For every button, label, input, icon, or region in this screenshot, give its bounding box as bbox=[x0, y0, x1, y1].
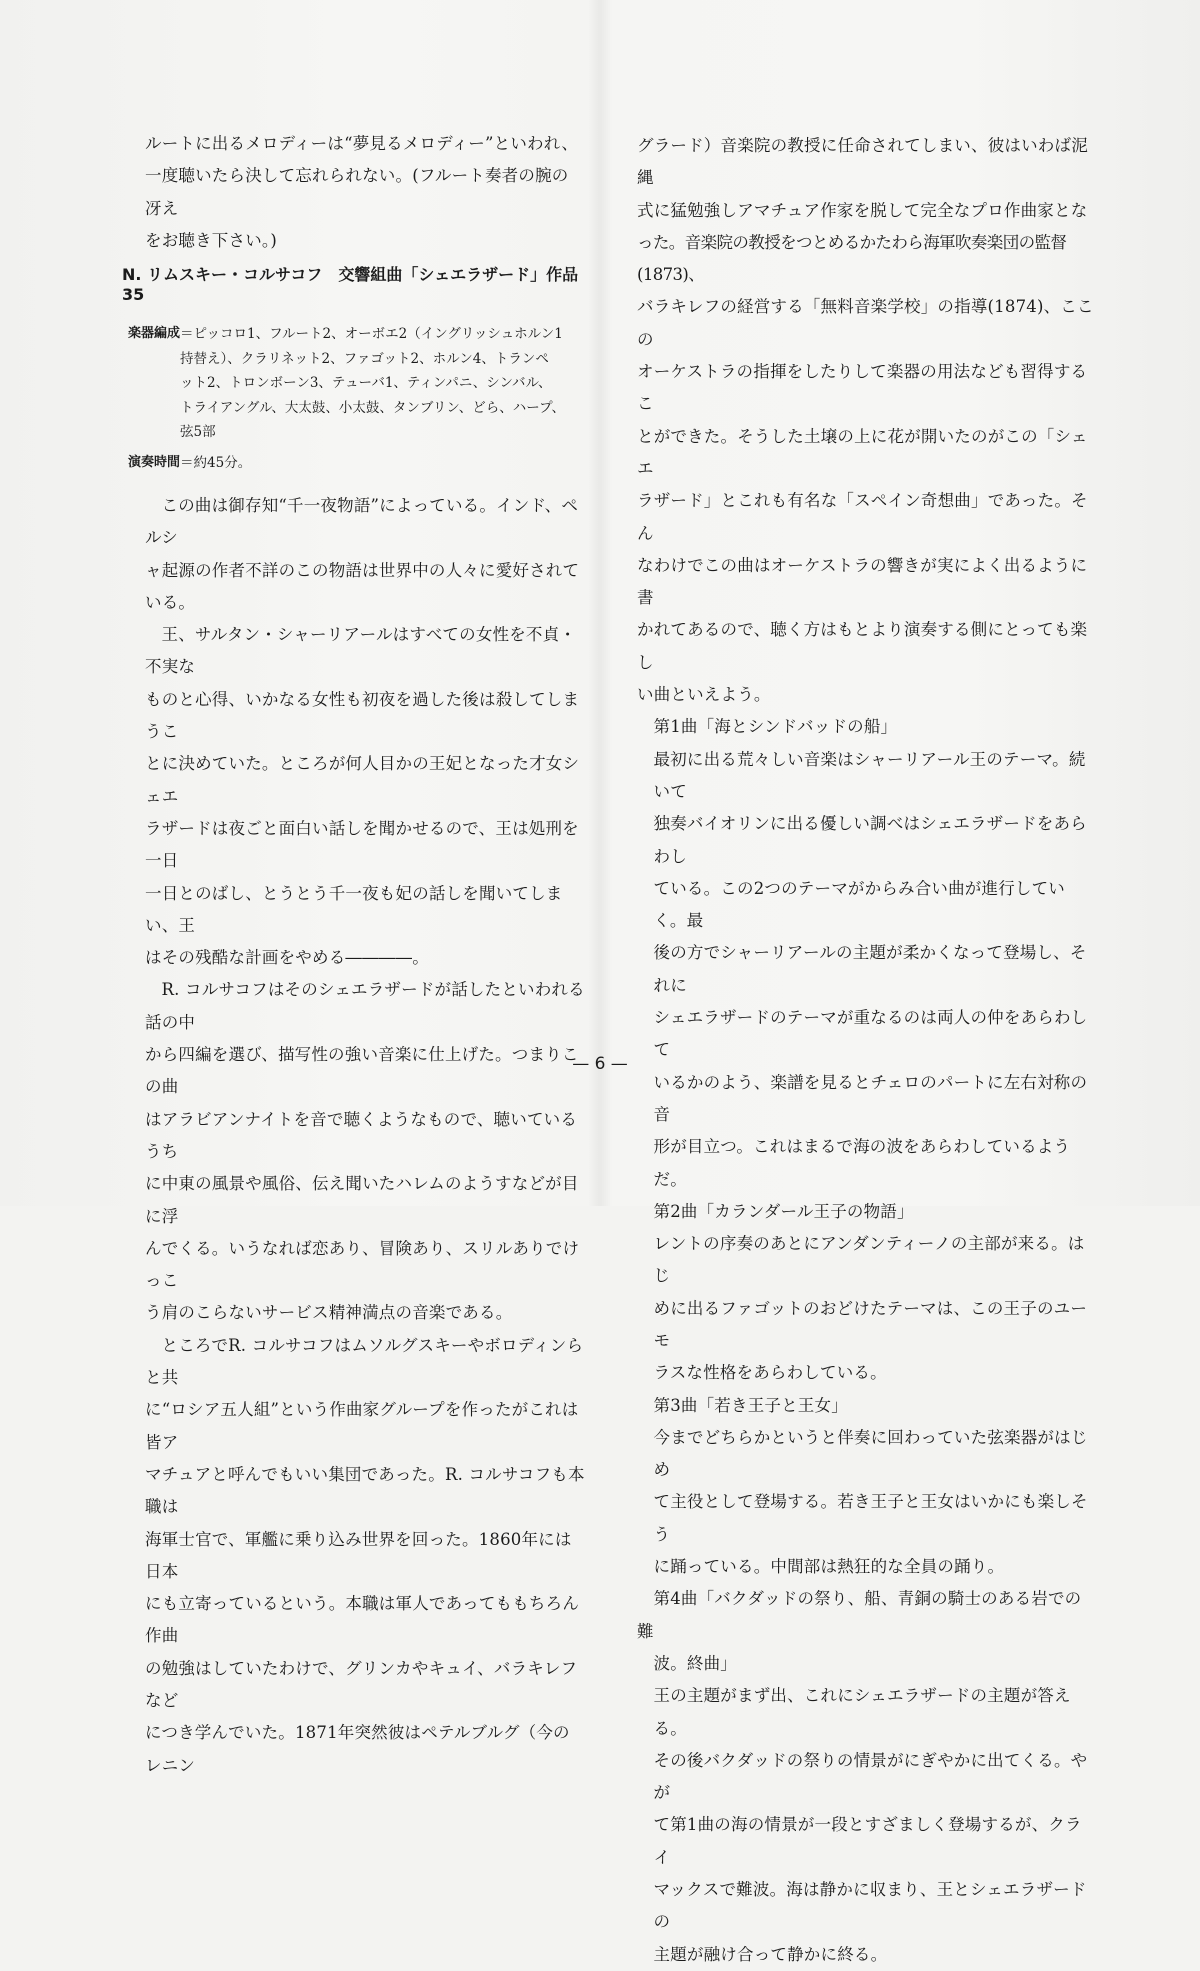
text-line: に踊っている。中間部は熱狂的な全員の踊り。 bbox=[653, 1557, 1005, 1577]
text-line: 王の主題がまず出、これにシェエラザードの主題が答える。 bbox=[653, 1686, 1071, 1738]
piece-heading: N. リムスキー・コルサコフ 交響組曲「シェエラザード」作品35 bbox=[122, 265, 579, 304]
duration-label: 演奏時間 bbox=[128, 454, 181, 470]
text-line: ラスな性格をあらわしている。 bbox=[653, 1363, 887, 1383]
instrumentation-value bbox=[180, 322, 578, 445]
duration-value: ＝約45分。 bbox=[180, 454, 252, 471]
text-line: にも立寄っているという。本職は軍人であってももちろん作曲 bbox=[145, 1594, 580, 1646]
movement-title: 第3曲「若き王子と王女」 bbox=[653, 1395, 848, 1415]
page-number: — 6 — bbox=[572, 1054, 628, 1074]
text-line: ャ起源の作者不詳のこの物語は世界中の人々に愛好されている。 bbox=[145, 560, 580, 612]
text-line: 独奏バイオリンに出る優しい調べはシェエラザードをあらわし bbox=[653, 814, 1087, 866]
left-intro bbox=[145, 128, 585, 257]
text-line: グラード）音楽院の教授に任命されてしまい、彼はいわば泥縄 bbox=[637, 136, 1088, 188]
text-line: ラザードは夜ごと面白い話しを聞かせるので、王は処刑を一日 bbox=[145, 818, 579, 871]
text-line: 王、サルタン・シャーリアールはすべての女性を不貞・不実な bbox=[145, 625, 577, 677]
text-line: なわけでこの曲はオーケストラの響きが実によく出るように書 bbox=[637, 555, 1088, 608]
movement-title: 第1曲「海とシンドバッドの船」 bbox=[653, 717, 898, 737]
text-line: かれてあるので、聴く方はもとより演奏する側にとっても楽し bbox=[637, 620, 1088, 672]
text-line: ている。この2つのテーマがからみ合い曲が進行していく。最 bbox=[653, 878, 1065, 931]
text-line: い曲といえよう。 bbox=[637, 685, 771, 705]
piece-info bbox=[128, 322, 578, 475]
text-line: をお聴き下さい。) bbox=[145, 230, 277, 250]
text-line: から四編を選び、描写性の強い音楽に仕上げた。つまりこの曲 bbox=[145, 1045, 579, 1097]
text-line: ラザード」とこれも有名な「スペイン奇想曲」であった。そん bbox=[637, 491, 1088, 543]
instrumentation-label: 楽器編成 bbox=[128, 326, 181, 341]
text-line: ものと心得、いかなる女性も初夜を過した後は殺してしまうこ bbox=[145, 689, 580, 742]
instrumentation bbox=[128, 322, 578, 445]
text-line: 持替え）、クラリネット2、ファゴット2、ホルン4、トランペ bbox=[180, 350, 549, 367]
left-body bbox=[145, 490, 585, 1782]
text-line: 海軍士官で、軍艦に乗り込み世界を回った。1860年には日本 bbox=[145, 1529, 572, 1581]
text-line: った。音楽院の教授をつとめるかたわら海軍吹奏楽団の監督(1873)、 bbox=[637, 232, 1067, 285]
text-line: いるかのよう、楽譜を見るとチェロのパートに左右対称の音 bbox=[653, 1072, 1088, 1124]
text-line: ところでR. コルサコフはムソルグスキーやボロディンらと共 bbox=[145, 1335, 584, 1388]
text-line: シェエラザードのテーマが重なるのは両人の仲をあらわして bbox=[653, 1008, 1088, 1060]
text-line: とに決めていた。ところが何人目かの王妃となった才女シェエ bbox=[145, 754, 580, 806]
text-line: ＝ピッコロ1、フルート2、オーボエ2（イングリッシュホルン1 bbox=[180, 326, 563, 342]
text-line: トライアングル、大太鼓、小太鼓、タンブリン、どら、ハープ、 bbox=[180, 399, 566, 416]
text-line: 弦5部 bbox=[180, 424, 216, 440]
text-line: 後の方でシャーリアールの主題が柔かくなって登場し、それに bbox=[653, 943, 1087, 995]
text-line: に中東の風景や風俗、伝え聞いたハレムのようすなどが目に浮 bbox=[145, 1174, 579, 1226]
movement-title: 第2曲「カランダール王子の物語」 bbox=[653, 1201, 914, 1221]
text-line: ット2、トロンボーン3、テューバ1、ティンパニ、シンバル、 bbox=[180, 375, 552, 391]
text-line: はアラビアンナイトを音で聴くようなもので、聴いているうち bbox=[145, 1109, 578, 1161]
text-line: 今までどちらかというと伴奏に回わっていた弦楽器がはじめ bbox=[653, 1427, 1088, 1480]
text-line: オーケストラの指揮をしたりして楽器の用法なども習得するこ bbox=[637, 362, 1088, 414]
text-line: その後バクダッドの祭りの情景がにぎやかに出てくる。やが bbox=[653, 1750, 1088, 1803]
text-line: レントの序奏のあとにアンダンティーノの主部が来る。はじ bbox=[653, 1234, 1085, 1286]
text-line: R. コルサコフはそのシェエラザードが話したといわれる話の中 bbox=[145, 980, 585, 1032]
text-line: て主役として登場する。若き王子と王女はいかにも楽しそう bbox=[653, 1492, 1088, 1544]
text-line: とができた。そうした土壌の上に花が開いたのがこの「シェエ bbox=[637, 426, 1088, 478]
text-line: 主題が融け合って静かに終る。 bbox=[653, 1944, 888, 1964]
text-line: 式に猛勉強しアマチュア作家を脱して完全なプロ作曲家とな bbox=[637, 200, 1088, 220]
text-line: マックスで難波。海は静かに収まり、王とシェエラザードの bbox=[653, 1880, 1087, 1932]
text-line: この曲は御存知“千一夜物語”によっている。インド、ペルシ bbox=[145, 496, 579, 548]
text-line: の勉強はしていたわけで、グリンカやキュイ、バラキレフなど bbox=[145, 1658, 578, 1710]
text-line: んでくる。いうなれば恋あり、冒険あり、スリルありでけっこ bbox=[145, 1238, 580, 1291]
text-line: 波。終曲」 bbox=[653, 1653, 737, 1673]
text-line: ルートに出るメロディーは“夢見るメロディー”といわれ、 bbox=[145, 134, 579, 153]
text-line: 一度聴いたら決して忘れられない。(フルート奏者の腕の冴え bbox=[145, 166, 569, 218]
text-line: バラキレフの経営する「無料音楽学校」の指導(1874)、ここの bbox=[637, 297, 1094, 349]
duration bbox=[128, 451, 578, 476]
text-line: マチュアと呼んでもいい集団であった。R. コルサコフも本職は bbox=[145, 1464, 585, 1517]
text-line: に“ロシア五人組”という作曲家グループを作ったがこれは皆ア bbox=[145, 1400, 579, 1452]
text-line: につき学んでいた。1871年突然彼はペテルブルグ（今のレニン bbox=[145, 1723, 570, 1775]
text-line: めに出るファゴットのおどけたテーマは、この王子のユーモ bbox=[653, 1298, 1088, 1350]
text-line: 形が目立つ。これはまるで海の波をあらわしているようだ。 bbox=[653, 1137, 1071, 1189]
text-line: て第1曲の海の情景が一段とすざましく登場するが、クライ bbox=[653, 1815, 1082, 1867]
text-line: 一日とのばし、とうとう千一夜も妃の話しを聞いてしまい、王 bbox=[145, 883, 563, 935]
text-line: う肩のこらないサービス精神満点の音楽である。 bbox=[145, 1303, 513, 1323]
text-line: 最初に出る荒々しい音楽はシャーリアール王のテーマ。続いて bbox=[653, 749, 1086, 801]
text-line: はその残酷な計画をやめる――――。 bbox=[145, 948, 429, 968]
right-column bbox=[637, 130, 1097, 1971]
movement-title: 第4曲「バクダッドの祭り、船、青銅の騎士のある岩での難 bbox=[637, 1589, 1082, 1641]
